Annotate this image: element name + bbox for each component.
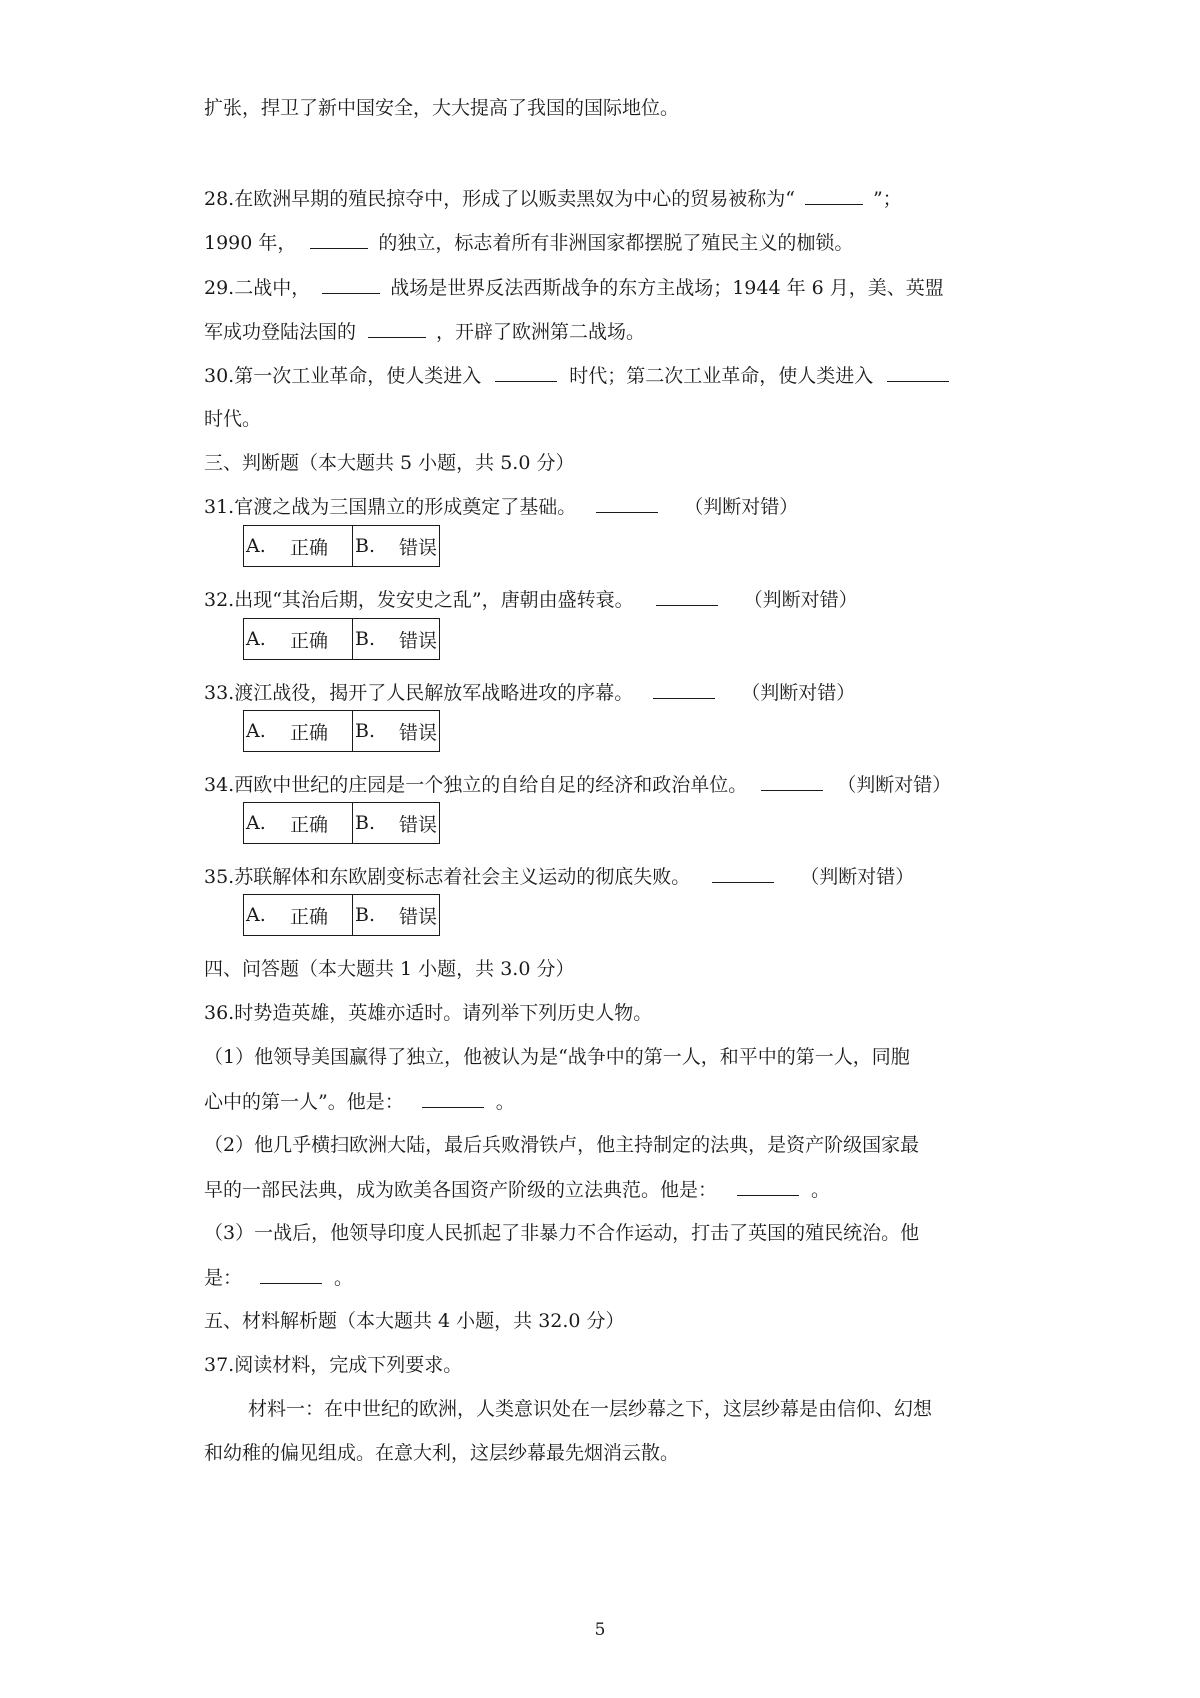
question-36-2-line-1: （2）他几乎横扫欧洲大陆，最后兵败滑铁卢，他主持制定的法典，是资产阶级国家最	[204, 1134, 920, 1156]
question-33: 33.渡江战役，揭开了人民解放军战略进攻的序幕。 （判断对错）	[204, 678, 855, 707]
answer-blank[interactable]	[368, 317, 426, 338]
question-29-line-2: 军成功登陆法国的 ，开辟了欧洲第二战场。	[204, 317, 645, 346]
question-32: 32.出现“其治后期，发安史之乱”，唐朝由盛转衰。 （判断对错）	[204, 585, 858, 614]
true-false-choice	[243, 802, 440, 844]
question-36-2-line-2: 早的一部民法典，成为欧美各国资产阶级的立法典范。他是： 。	[204, 1175, 830, 1204]
answer-blank[interactable]	[761, 770, 823, 791]
page-number: 5	[594, 1620, 606, 1640]
section-heading-material: 五、材料解析题（本大题共 4 小题，共 32.0 分）	[204, 1310, 625, 1332]
material-1-line-2: 和幼稚的偏见组成。在意大利，这层纱幕最先烟消云散。	[204, 1442, 680, 1464]
question-37: 37.阅读材料，完成下列要求。	[204, 1354, 463, 1376]
question-30-line-1: 30.第一次工业革命，使人类进入 时代；第二次工业革命，使人类进入	[204, 361, 953, 390]
true-false-choice	[243, 894, 440, 936]
question-29-line-1: 29.二战中， 战场是世界反法西斯战争的东方主战场；1944 年 6 月，美、英盟	[204, 273, 944, 302]
answer-blank[interactable]	[737, 1175, 799, 1196]
question-30-line-2: 时代。	[204, 408, 262, 430]
option-a[interactable]: A. 正确	[244, 803, 353, 843]
option-a[interactable]: A. 正确	[244, 895, 353, 935]
question-36-1-line-2: 心中的第一人”。他是： 。	[204, 1087, 515, 1116]
answer-blank[interactable]	[887, 361, 949, 382]
answer-blank[interactable]	[653, 678, 715, 699]
answer-blank[interactable]	[322, 273, 380, 294]
question-36: 36.时势造英雄，英雄亦适时。请列举下列历史人物。	[204, 1002, 653, 1024]
answer-blank[interactable]	[495, 361, 557, 382]
answer-blank[interactable]	[596, 492, 658, 513]
question-28-line-1: 28.在欧洲早期的殖民掠夺中，形成了以贩卖黑奴为中心的贸易被称为“ ”；	[204, 184, 902, 213]
option-a[interactable]: A. 正确	[244, 526, 353, 566]
section-heading-judgement: 三、判断题（本大题共 5 小题，共 5.0 分）	[204, 452, 575, 474]
text-line: 扩张，捍卫了新中国安全，大大提高了我国的国际地位。	[204, 97, 680, 119]
option-b[interactable]: B. 错误	[355, 720, 438, 744]
section-heading-qa: 四、问答题（本大题共 1 小题，共 3.0 分）	[204, 958, 575, 980]
answer-blank[interactable]	[656, 585, 718, 606]
option-a[interactable]: A. 正确	[244, 619, 353, 659]
answer-blank[interactable]	[260, 1263, 322, 1284]
option-b[interactable]: B. 错误	[355, 535, 438, 559]
question-28-line-2: 1990 年， 的独立，标志着所有非洲国家都摆脱了殖民主义的枷锁。	[204, 228, 853, 257]
answer-blank[interactable]	[805, 184, 863, 205]
question-35: 35.苏联解体和东欧剧变标志着社会主义运动的彻底失败。 （判断对错）	[204, 862, 914, 891]
option-b[interactable]: B. 错误	[355, 628, 438, 652]
answer-blank[interactable]	[712, 862, 774, 883]
option-a[interactable]: A. 正确	[244, 711, 353, 751]
question-36-3-line-2: 是： 。	[204, 1263, 353, 1292]
true-false-choice	[243, 618, 440, 660]
question-36-3-line-1: （3）一战后，他领导印度人民抓起了非暴力不合作运动，打击了英国的殖民统治。他	[204, 1222, 920, 1244]
option-b[interactable]: B. 错误	[355, 812, 438, 836]
true-false-choice	[243, 525, 440, 567]
question-34: 34.西欧中世纪的庄园是一个独立的自给自足的经济和政治单位。 （判断对错）	[204, 770, 951, 799]
question-31: 31.官渡之战为三国鼎立的形成奠定了基础。 （判断对错）	[204, 492, 798, 521]
option-b[interactable]: B. 错误	[355, 904, 438, 928]
true-false-choice	[243, 710, 440, 752]
material-1-line-1: 材料一：在中世纪的欧洲，人类意识处在一层纱幕之下，这层纱幕是由信仰、幻想	[248, 1398, 933, 1420]
answer-blank[interactable]	[310, 228, 368, 249]
question-36-1-line-1: （1）他领导美国赢得了独立，他被认为是“战争中的第一人，和平中的第一人，同胞	[204, 1046, 910, 1068]
answer-blank[interactable]	[422, 1087, 484, 1108]
